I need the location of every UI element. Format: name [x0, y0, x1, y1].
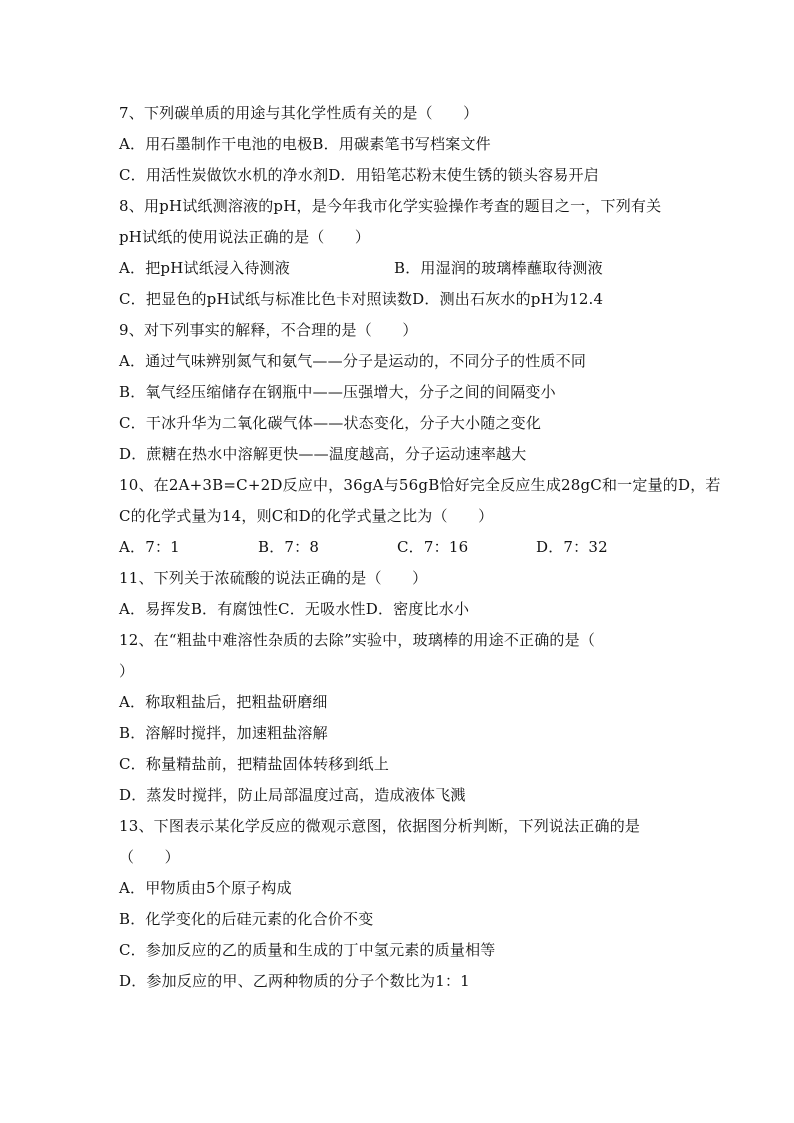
q10-stem-line1: 10、在2A+3B=C+2D反应中，36gA与56gB恰好完全反应生成28gC和一定量的D，若: [119, 476, 721, 494]
q9-option-b: B．氧气经压缩储存在钢瓶中——压强增大，分子之间的间隔变小: [119, 383, 556, 401]
q8-options-cd: C．把显色的pH试纸与标准比色卡对照读数D．测出石灰水的pH为12.4: [119, 290, 604, 308]
q7-options-ab: A．用石墨制作干电池的电极B．用碳素笔书写档案文件: [119, 135, 491, 153]
q13-option-a: A．甲物质由5个原子构成: [119, 879, 292, 897]
q10-option-c: C．7：16: [397, 538, 469, 556]
q11-stem: 11、下列关于浓硫酸的说法正确的是（ ）: [119, 569, 428, 587]
q9-option-c: C．干冰升华为二氧化碳气体——状态变化，分子大小随之变化: [119, 414, 542, 432]
q10-options: [119, 537, 679, 557]
q12-stem-line2: ）: [119, 662, 135, 680]
q12-option-d: D．蒸发时搅拌，防止局部温度过高，造成液体飞溅: [119, 786, 466, 804]
q9-option-d: D．蔗糖在热水中溶解更快——温度越高，分子运动速率越大: [119, 445, 527, 463]
q10-stem-line2: C的化学式量为14，则C和D的化学式量之比为（ ）: [119, 507, 494, 525]
q9-stem: 9、对下列事实的解释，不合理的是（ ）: [119, 321, 418, 339]
q12-stem-line1: 12、在“粗盐中难溶性杂质的去除”实验中，玻璃棒的用途不正确的是（: [119, 631, 596, 649]
q9-option-a: A．通过气味辨别氮气和氨气——分子是运动的，不同分子的性质不同: [119, 352, 587, 370]
q10-option-a: A．7：1: [119, 538, 180, 556]
q13-option-c: C．参加反应的乙的质量和生成的丁中氢元素的质量相等: [119, 941, 496, 959]
q12-option-a: A．称取粗盐后，把粗盐研磨细: [119, 693, 328, 711]
q13-stem-line2: （ ）: [119, 848, 180, 866]
q10-option-d: D．7：32: [536, 538, 608, 556]
q8-stem-line1: 8、用pH试纸测溶液的pH，是今年我市化学实验操作考查的题目之一，下列有关: [119, 197, 662, 215]
q13-option-b: B．化学变化的后硅元素的化合价不变: [119, 910, 374, 928]
q8-option-b: B．用湿润的玻璃棒蘸取待测液: [394, 259, 603, 277]
q7-stem: 7、下列碳单质的用途与其化学性质有关的是（ ）: [119, 104, 479, 122]
q7-options-cd: C．用活性炭做饮水机的净水剂D．用铅笔芯粉末使生锈的锁头容易开启: [119, 166, 599, 184]
q11-options: A．易挥发B．有腐蚀性C．无吸水性D．密度比水小: [119, 600, 470, 618]
q8-stem-line2: pH试纸的使用说法正确的是（ ）: [119, 228, 371, 246]
q13-stem-line1: 13、下图表示某化学反应的微观示意图，依据图分析判断，下列说法正确的是: [119, 817, 641, 835]
q8-options-ab: [119, 258, 679, 278]
q10-option-b: B．7：8: [258, 538, 320, 556]
q12-option-b: B．溶解时搅拌，加速粗盐溶解: [119, 724, 328, 742]
q13-option-d: D．参加反应的甲、乙两种物质的分子个数比为1：1: [119, 972, 470, 990]
q12-option-c: C．称量精盐前，把精盐固体转移到纸上: [119, 755, 390, 773]
q8-option-a: A．把pH试纸浸入待测液: [119, 259, 290, 277]
